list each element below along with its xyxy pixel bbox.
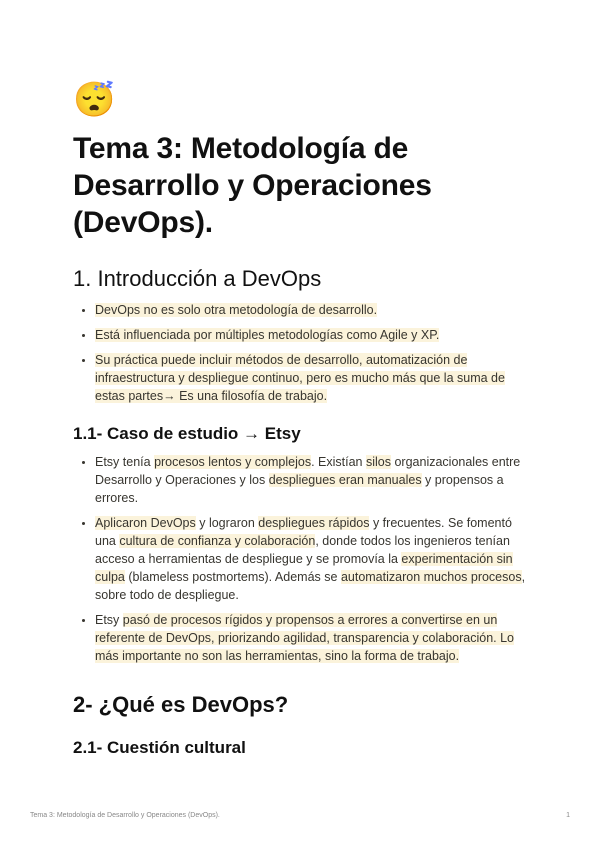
text: Etsy tenía	[95, 455, 155, 469]
highlighted-text: DevOps no es solo otra metodología de desarrollo.	[95, 303, 378, 317]
text: y propensos a errores.	[95, 473, 504, 505]
highlighted-text: Está influenciada por múltiples metodologías como Agile y XP.	[95, 328, 440, 342]
text: organizacionales entre Desarrollo y Operaciones y los	[95, 455, 521, 487]
list-item	[95, 611, 533, 665]
page-title: Tema 3: Metodología de Desarrollo y Operaciones (DevOps).	[73, 132, 432, 239]
text: y frecuentes. Se fomentó una	[95, 516, 512, 548]
highlighted-text: despliegues eran manuales	[268, 473, 422, 487]
highlighted-text: procesos lentos y complejos	[154, 455, 312, 469]
section-heading-que-es-devops: 2- ¿Qué es DevOps?	[73, 692, 289, 717]
list-item	[95, 351, 533, 405]
page-number: 1	[566, 812, 570, 819]
text: , sobre todo de despliegue.	[95, 570, 526, 602]
document-page	[73, 80, 533, 759]
text: y lograron	[195, 516, 259, 530]
page-footer	[30, 812, 570, 819]
bullet-list-caso-etsy	[73, 453, 533, 665]
highlighted-text: cultura de confianza y colaboración	[119, 534, 316, 548]
highlighted-text: experimentación sin culpa	[95, 552, 513, 584]
highlighted-text: pasó de procesos rígidos y propensos a errores a convertirse en un referente de DevOps, priorizando agilidad, transparencia y colaboración. Lo más importante no son las herramientas, sino la forma de trabajo.	[95, 613, 514, 663]
highlighted-text: Su práctica puede incluir métodos de desarrollo, automatización de infraestructura y despliegue continuo, pero es mucho más que la suma de estas partes→ Es una filosofía de trabajo.	[95, 353, 505, 403]
list-item	[95, 301, 533, 319]
footer-title: Tema 3: Metodología de Desarrollo y Operaciones (DevOps).	[30, 812, 220, 819]
list-item	[95, 514, 533, 604]
highlighted-text: automatizaron muchos procesos	[340, 570, 522, 584]
text: . Existían	[311, 455, 366, 469]
subsection-heading-caso-etsy: 1.1- Caso de estudio → Etsy	[73, 424, 301, 443]
text: , donde todos los ingenieros tenían acceso a herramientas de despliegue y se promovía la	[95, 534, 510, 566]
bullet-list-introduccion	[73, 301, 533, 405]
highlighted-text: silos	[365, 455, 391, 469]
text: Etsy	[95, 613, 123, 627]
section-heading-introduccion: 1. Introducción a DevOps	[73, 266, 322, 291]
highlighted-text: Aplicaron DevOps	[95, 516, 196, 530]
list-item	[95, 453, 533, 507]
list-item	[95, 326, 533, 344]
highlighted-text: despliegues rápidos	[258, 516, 370, 530]
text: (blameless postmortems). Además se	[124, 570, 341, 584]
sleeping-face-emoji-icon: 😴	[73, 81, 116, 119]
subsection-heading-cuestion-cultural: 2.1- Cuestión cultural	[73, 738, 246, 757]
